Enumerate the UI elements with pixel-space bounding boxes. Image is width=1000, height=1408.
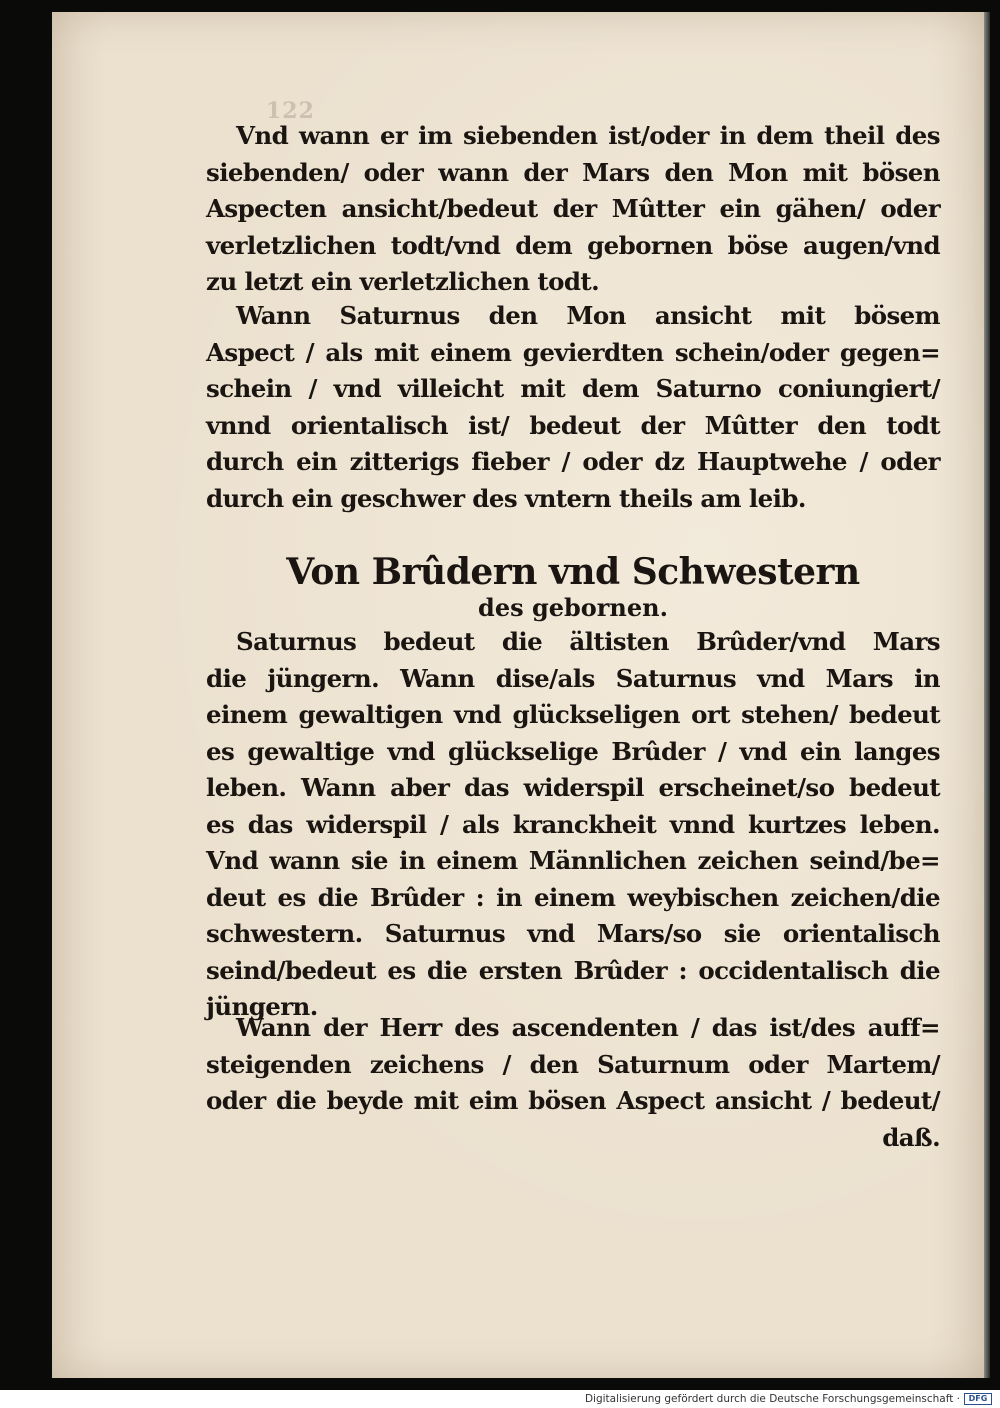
text-line: Saturnus bedeut die ältisten Brûder/vnd Mars [236,627,940,656]
catchword: daß. [882,1122,940,1152]
text-line: Aspecten ansicht/bedeut der Mûtter ein gähen/ oder [206,194,940,223]
text-line: leben. Wann aber das widerspil erscheinet/so bedeut [206,773,940,802]
text-line: einem gewaltigen vnd glückseligen ort stehen/ bedeut [206,700,940,729]
text-line: seind/bedeut es die ersten Brûder : occidentalisch die [206,955,940,985]
footer-bar [0,1390,1000,1408]
text-line: deut es die Brûder : in einem weybischen zeichen/die [206,882,940,912]
text-line: durch ein zitterigs fieber / oder dz Hauptwehe / oder [206,447,940,476]
text-line: Aspect / als mit einem gevierdten schein/oder gegen= [206,337,940,367]
section-heading: Von Brûdern vnd Schwestern [286,551,860,593]
paragraph-brothers-sisters [206,624,940,1026]
dfg-logo-icon: DFG [964,1393,992,1405]
section-subheading: des gebornen. [478,593,668,622]
text-line: verletzlichen todt/vnd dem gebornen böse augen/vnd [206,230,940,260]
text-line: die jüngern. Wann dise/als Saturnus vnd Mars in [206,663,940,693]
footer-credit: Digitalisierung gefördert durch die Deutsche Forschungsgemeinschaft · [584,1393,960,1405]
text-line: jüngern. [206,992,318,1021]
text-line: durch ein geschwer des vntern theils am leib. [206,483,806,513]
paragraph-mars-aspects [206,118,940,301]
paragraph-saturn-aspects [206,298,940,517]
text-line: Wann Saturnus den Mon ansicht mit bösem [236,301,940,330]
text-line: schein / vnd villeicht mit dem Saturno coniungiert/ [206,374,940,403]
text-line: oder die beyde mit eim bösen Aspect ansicht / bedeut/ [206,1086,940,1115]
text-line: vnnd orientalisch ist/ bedeut der Mûtter den todt [206,410,940,440]
text-line: es gewaltige vnd glückselige Brûder / vnd ein langes [206,736,940,766]
text-line: steigenden zeichens / den Saturnum oder Martem/ [206,1049,940,1079]
text-line: schwestern. Saturnus vnd Mars/so sie orientalisch [206,919,940,948]
text-line: es das widerspil / als kranckheit vnnd kurtzes leben. [206,809,940,839]
text-line: siebenden/ oder wann der Mars den Mon mit bösen [206,157,940,187]
page-edge [984,12,990,1378]
text-line: Vnd wann sie in einem Männlichen zeichen seind/be= [206,846,940,875]
text-line: Vnd wann er im siebenden ist/oder in dem theil des [236,121,940,150]
text-line: zu letzt ein verletzlichen todt. [206,267,600,296]
text-line: Wann der Herr des ascendenten / das ist/des auff= [236,1013,940,1042]
page-number: 122 [266,98,315,124]
paragraph-ascendant-lord [206,1010,940,1156]
